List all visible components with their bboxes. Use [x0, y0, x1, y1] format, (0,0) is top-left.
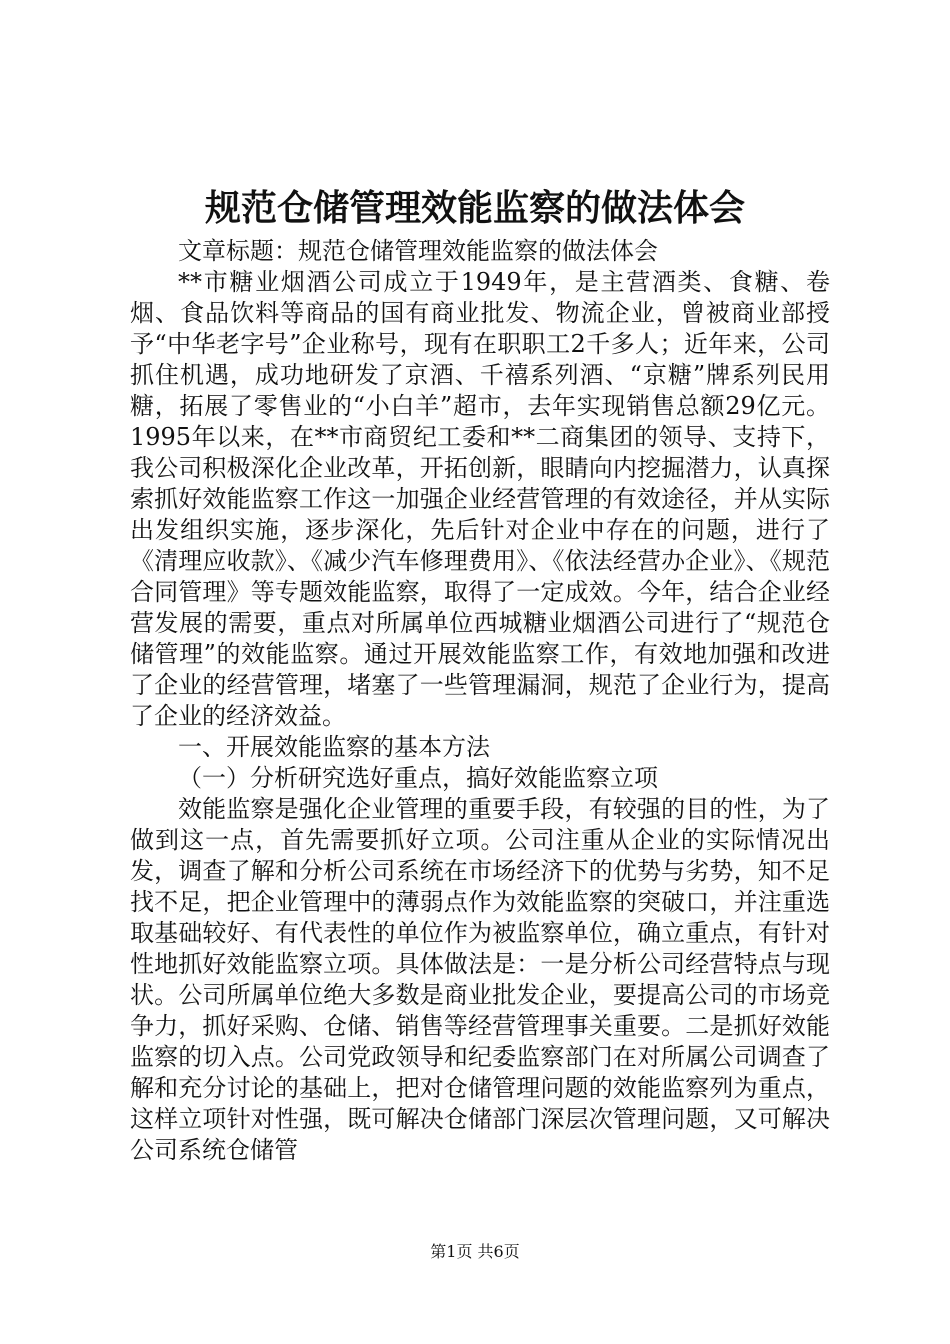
section-heading: 一、开展效能监察的基本方法 — [178, 733, 490, 761]
document-body — [130, 236, 830, 1166]
page-number-footer: 第1页 共6页 — [430, 1242, 520, 1261]
document-title: 规范仓储管理效能监察的做法体会 — [204, 187, 745, 229]
article-title-line: 文章标题：规范仓储管理效能监察的做法体会 — [178, 237, 658, 265]
body-paragraph: 效能监察是强化企业管理的重要手段，有较强的目的性，为了做到这一点，首先需要抓好立项。公司注重从企业的实际情况出发，调查了解和分析公司系统在市场经济下的优势与劣势，知不足找不足，把企业管理中的薄弱点作为效能监察的突破口，并注重选取基础较好、有代表性的单位作为被监察单位，确立重点，有针对性地抓好效能监察立项。具体做法是：一是分析公司经营特点与现状。公司所属单位绝大多数是商业批发企业，要提高公司的市场竞争力，抓好采购、仓储、销售等经营管理事关重要。二是抓好效能监察的切入点。公司党政领导和纪委监察部门在对所属公司调查了解和充分讨论的基础上，把对仓储管理问题的效能监察列为重点，这样立项针对性强，既可解决仓储部门深层次管理问题，又可解决公司系统仓储管 — [130, 795, 830, 1164]
intro-paragraph: **市糖业烟酒公司成立于1949年，是主营酒类、食糖、卷烟、食品饮料等商品的国有商业批发、物流企业，曾被商业部授予“中华老字号”企业称号，现有在职职工2千多人；近年来，公司抓住机遇，成功地研发了京酒、千禧系列酒、“京糖”牌系列民用糖，拓展了零售业的“小白羊”超市，去年实现销售总额29亿元。1995年以来，在**市商贸纪工委和**二商集团的领导、支持下，我公司积极深化企业改革，开拓创新，眼睛向内挖掘潜力，认真探索抓好效能监察工作这一加强企业经营管理的有效途径，并从实际出发组织实施，逐步深化，先后针对企业中存在的问题，进行了《清理应收款》、《减少汽车修理费用》、《依法经营办企业》、《规范合同管理》等专题效能监察，取得了一定成效。今年，结合企业经营发展的需要，重点对所属单位西城糖业烟酒公司进行了“规范仓储管理”的效能监察。通过开展效能监察工作，有效地加强和改进了企业的经营管理，堵塞了一些管理漏洞，规范了企业行为，提高了企业的经济效益。 — [130, 268, 830, 730]
subsection-heading: （一）分析研究选好重点，搞好效能监察立项 — [178, 764, 658, 792]
